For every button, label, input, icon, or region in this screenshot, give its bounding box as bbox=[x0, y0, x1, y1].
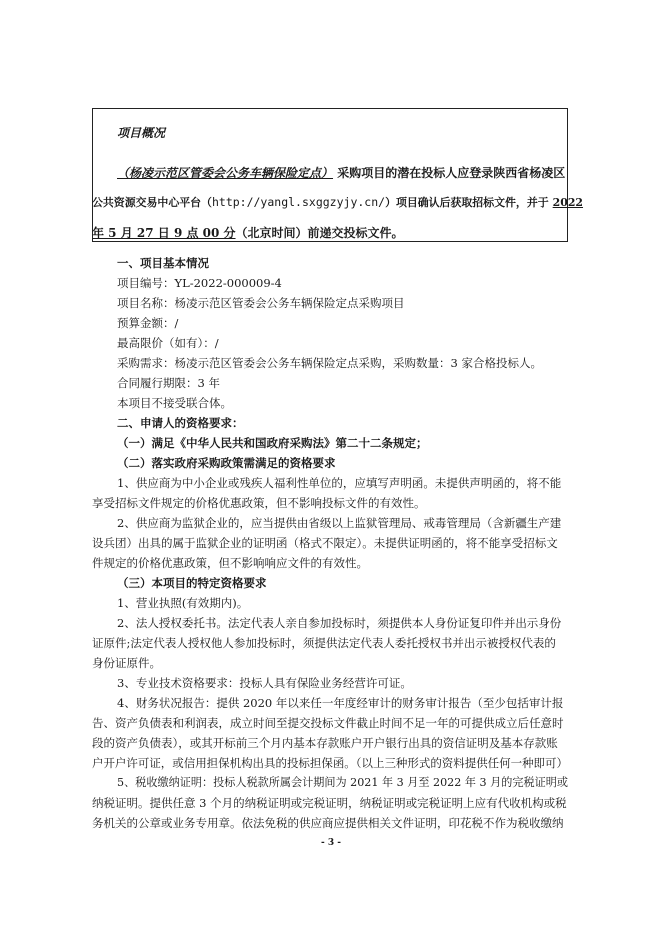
q2-line: 2、法人授权委托书。法定代表人亲自参加投标时，须提供本人身份证复印件并出示身份 bbox=[117, 616, 562, 630]
max-price: 最高限价（如有）：/ bbox=[117, 336, 219, 350]
contract-period: 合同履行期限：3 年 bbox=[117, 376, 220, 390]
q2-line: 证原件;法定代表人授权他人参加投标时，须提供法定代表人委托授权书并出示被授权代表的 bbox=[92, 636, 556, 650]
section2-heading: 二、申请人的资格要求： bbox=[117, 416, 244, 430]
deadline-year: 2022 bbox=[552, 196, 584, 209]
q4-line: 4、财务状况报告：提供 2020 年以来任一年度经审计的财务审计报告（至少包括审计报 bbox=[117, 696, 564, 710]
overview-line-2-suffix: ）项目确认后获取招标文件，并于 bbox=[385, 196, 549, 209]
procurement-need: 采购需求：杨凌示范区管委会公务车辆保险定点采购，采购数量：3 家合格投标人。 bbox=[117, 356, 542, 370]
q1-line: 1、营业执照(有效期内)。 bbox=[117, 596, 249, 610]
q3-line: 3、专业技术资格要求：投标人具有保险业务经营许可证。 bbox=[117, 676, 412, 690]
project-name: 项目名称：杨凌示范区管委会公务车辆保险定点采购项目 bbox=[117, 296, 405, 310]
q5-line: 5、税收缴纳证明：投标人税款所属会计期间为 2021 年 3 月至 2022 年 3 月的完税证明或 bbox=[117, 776, 569, 789]
q5-line: 纳税证明。提供任意 3 个月的纳税证明或完税证明，纳税证明或完税证明上应有代收机构或税 bbox=[92, 796, 567, 810]
q4-line: 段的资产负债表），或其开标前三个月内基本存款账户开户银行出具的资信证明及基本存款账 bbox=[92, 736, 558, 750]
overview-line-1 bbox=[117, 164, 565, 181]
project-name-inline: （杨凌示范区管委会公务车辆保险定点） bbox=[117, 166, 334, 180]
overview-line-1-text: 采购项目的潜在投标人应登录陕西省杨凌区 bbox=[337, 166, 566, 180]
q2-line: 身份证原件。 bbox=[92, 656, 161, 670]
project-number: 项目编号：YL-2022-000009-4 bbox=[117, 276, 282, 290]
overview-title: 项目概况 bbox=[117, 126, 166, 140]
q5-line: 务机关的公章或业务专用章。依法免税的供应商应提供相关文件证明，印花税不作为税收缴纳 bbox=[92, 816, 564, 830]
page-number: - 3 - bbox=[321, 838, 341, 848]
budget: 预算金额：/ bbox=[117, 316, 179, 330]
p2-line: 2、供应商为监狱企业的，应当提供由省级以上监狱管理局、戒毒管理局（含新疆生产建 bbox=[117, 516, 562, 530]
section1-heading: 一、项目基本情况 bbox=[117, 256, 209, 270]
platform-url[interactable]: http://yangl.sxggzyjy.cn/ bbox=[211, 195, 386, 209]
q4-line: 户开户许可证，或信用担保机构出具的投标担保函。（以上三种形式的资料提供任何一种即可） bbox=[92, 756, 568, 770]
overview-line-3-text: （北京时间）前递交投标文件。 bbox=[235, 226, 404, 240]
q4-line: 告、资产负债表和利润表，成立时间至提交投标文件截止时间不足一年的可提供成立后任意时 bbox=[92, 716, 564, 730]
p1-line: 1、供应商为中小企业或残疾人福利性单位的，应填写声明函。未提供声明函的，将不能 bbox=[117, 476, 562, 490]
p2-line: 件规定的价格优惠政策，但不影响响应文件的有效性。 bbox=[92, 556, 368, 570]
req-sub1: （一）满足《中华人民共和国政府采购法》第二十二条规定； bbox=[117, 436, 428, 450]
deadline-date: 年 5 月 27 日 9 点 00 分 bbox=[92, 226, 236, 240]
overview-line-3 bbox=[92, 224, 404, 241]
req-sub2: （二）落实政府采购政策需满足的资格要求 bbox=[117, 456, 336, 470]
overview-line-2-prefix: 公共资源交易中心平台（ bbox=[92, 196, 212, 209]
no-consortium: 本项目不接受联合体。 bbox=[117, 396, 232, 410]
p2-line: 设兵团）出具的属于监狱企业的证明函（格式不限定）。未提供证明函的，将不能享受招标文 bbox=[92, 536, 558, 550]
req-sub3: （三）本项目的特定资格要求 bbox=[117, 576, 267, 590]
overview-line-2 bbox=[92, 194, 583, 210]
p1-line: 享受招标文件规定的价格优惠政策，但不影响投标文件的有效性。 bbox=[92, 496, 426, 510]
